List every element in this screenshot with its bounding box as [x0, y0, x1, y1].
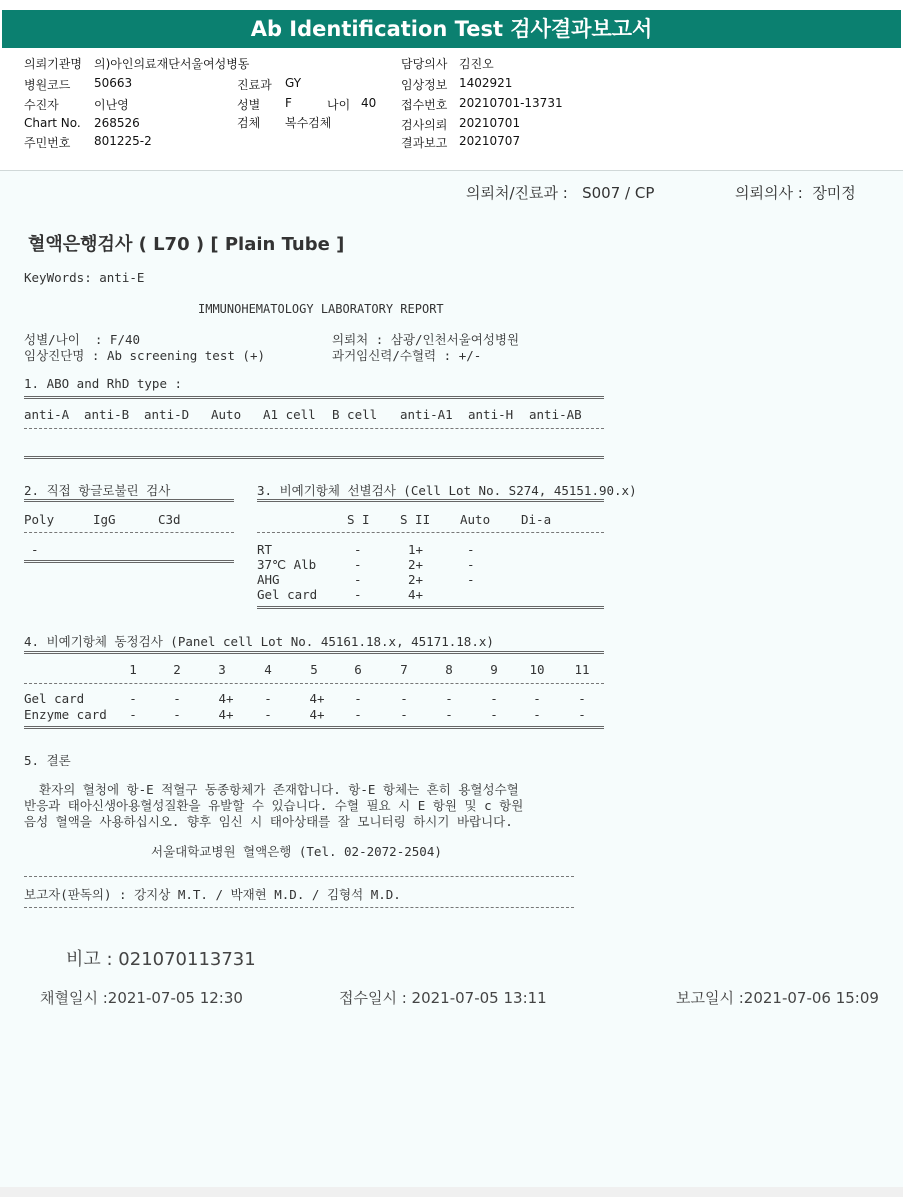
header-value: F: [285, 96, 292, 110]
dat-value: -: [31, 542, 39, 557]
requester-dept: 의뢰처/진료과 : S007 / CP: [466, 184, 655, 202]
divider: [24, 651, 604, 654]
panel-cell: -: [533, 691, 541, 706]
screen-row-label: AHG: [257, 572, 280, 587]
abo-column: A1 cell: [263, 407, 316, 422]
screen-column: Auto: [460, 512, 491, 527]
report-body: [0, 171, 903, 1187]
requester-doctor: 의뢰의사 : 장미정: [735, 184, 856, 202]
panel-column: 1: [129, 662, 137, 677]
panel-column: 5: [310, 662, 318, 677]
panel-cell: -: [490, 691, 498, 706]
header-label: 병원코드: [24, 78, 71, 92]
screen-cell: -: [354, 542, 362, 557]
divider: [24, 726, 604, 729]
header-label: 검체: [237, 116, 261, 130]
screen-cell: -: [354, 557, 362, 572]
screen-cell: -: [467, 542, 475, 557]
section3-title: 3. 비예기항체 선별검사 (Cell Lot No. S274, 45151.90.x): [257, 483, 637, 498]
section5-title: 5. 결론: [24, 753, 71, 768]
panel-row-label: Gel card: [24, 691, 85, 706]
divider: [24, 396, 604, 399]
divider: [24, 683, 604, 684]
abo-column: anti-B: [84, 407, 130, 422]
history: 과거임신력/수혈력 : +/-: [332, 348, 482, 363]
abo-column: anti-D: [144, 407, 190, 422]
header-value: 20210701: [459, 116, 521, 130]
header-value: 801225-2: [94, 134, 152, 148]
header-value: 40: [361, 96, 377, 110]
screen-column: S I: [347, 512, 370, 527]
panel-cell: 4+: [309, 691, 325, 706]
panel-cell: -: [400, 707, 408, 722]
panel-row-label: Enzyme card: [24, 707, 107, 722]
divider: [24, 560, 234, 563]
panel-cell: -: [129, 707, 137, 722]
divider: [257, 499, 604, 502]
abo-column: B cell: [332, 407, 378, 422]
panel-cell: -: [129, 691, 137, 706]
header-value: 의)아인의료재단서울여성병동: [94, 57, 250, 71]
panel-cell: -: [173, 691, 181, 706]
divider: [24, 907, 574, 908]
report-title-bar: Ab Identification Test 검사결과보고서: [2, 10, 901, 48]
panel-cell: -: [264, 707, 272, 722]
report-heading: 혈액은행검사 ( L70 ) [ Plain Tube ]: [28, 234, 345, 255]
conclusion-line: 음성 혈액을 사용하십시오. 향후 임신 시 태아상태를 잘 모니터링 하시기 바랍니다.: [24, 814, 513, 829]
header-value: 50663: [94, 76, 133, 90]
reporter: 보고자(판독의) : 강지상 M.T. / 박재현 M.D. / 김형석 M.D.: [24, 887, 401, 902]
abo-column: Auto: [211, 407, 242, 422]
collected-time: 채혈일시 :2021-07-05 12:30: [40, 989, 243, 1007]
divider: [24, 428, 604, 429]
header-label: 결과보고: [401, 136, 448, 150]
screen-column: Di-a: [521, 512, 552, 527]
header-label: 담당의사: [401, 57, 448, 71]
blood-bank-contact: 서울대학교병원 혈액은행 (Tel. 02-2072-2504): [151, 844, 442, 859]
screen-row-label: RT: [257, 542, 273, 557]
screen-cell: 1+: [408, 542, 424, 557]
panel-cell: -: [264, 691, 272, 706]
screen-cell: -: [354, 587, 362, 602]
divider: [257, 606, 604, 609]
remark: 비고 : 021070113731: [66, 949, 256, 970]
header-value: 복수검체: [285, 116, 332, 130]
panel-column: 9: [490, 662, 498, 677]
header-label: 나이: [327, 98, 351, 112]
header-value: 이난영: [94, 98, 129, 112]
panel-column: 4: [264, 662, 272, 677]
header-value: 김진오: [459, 57, 494, 71]
panel-cell: -: [354, 691, 362, 706]
panel-cell: -: [533, 707, 541, 722]
dat-column: IgG: [93, 512, 116, 527]
screen-cell: 2+: [408, 572, 424, 587]
panel-column: 6: [354, 662, 362, 677]
divider: [24, 876, 574, 877]
header-value: GY: [285, 76, 302, 90]
header-label: 임상정보: [401, 78, 448, 92]
received-time: 접수일시 : 2021-07-05 13:11: [339, 989, 547, 1007]
header-label: 의뢰기관명: [24, 57, 82, 71]
section1-title: 1. ABO and RhD type :: [24, 376, 183, 391]
panel-cell: -: [400, 691, 408, 706]
section2-title: 2. 직접 항글로불린 검사: [24, 483, 171, 498]
lab-report-title: IMMUNOHEMATOLOGY LABORATORY REPORT: [198, 302, 444, 316]
panel-cell: -: [578, 707, 586, 722]
screen-row-label: 37℃ Alb: [257, 557, 317, 572]
abo-column: anti-AB: [529, 407, 582, 422]
panel-cell: -: [354, 707, 362, 722]
header-label: 진료과: [237, 78, 272, 92]
sex-age: 성별/나이 : F/40: [24, 332, 141, 347]
keywords: KeyWords: anti-E: [24, 270, 145, 285]
panel-cell: -: [173, 707, 181, 722]
divider: [24, 532, 234, 533]
screen-column: S II: [400, 512, 431, 527]
panel-column: 8: [445, 662, 453, 677]
divider: [24, 499, 234, 502]
abo-column: anti-H: [468, 407, 514, 422]
header-label: 검사의뢰: [401, 118, 448, 132]
bottom-strip: [0, 1187, 903, 1197]
referral: 의뢰처 : 삼광/인천서울여성병원: [332, 332, 520, 347]
header-value: 1402921: [459, 76, 513, 90]
panel-cell: 4+: [218, 707, 234, 722]
panel-cell: 4+: [309, 707, 325, 722]
header-label: 접수번호: [401, 98, 448, 112]
screen-cell: -: [467, 557, 475, 572]
screen-row-label: Gel card: [257, 587, 318, 602]
panel-column: 10: [529, 662, 545, 677]
diagnosis: 임상진단명 : Ab screening test (+): [24, 348, 265, 363]
header-value: 20210701-13731: [459, 96, 563, 110]
screen-cell: 4+: [408, 587, 424, 602]
panel-cell: -: [578, 691, 586, 706]
section4-title: 4. 비예기항체 동정검사 (Panel cell Lot No. 45161.18.x, 45171.18.x): [24, 634, 494, 649]
conclusion-line: 반응과 태아신생아용혈성질환을 유발할 수 있습니다. 수혈 필요 시 E 항원 및 c 항원: [24, 798, 524, 813]
screen-cell: -: [467, 572, 475, 587]
panel-cell: -: [445, 707, 453, 722]
divider: [257, 532, 604, 533]
abo-column: anti-A1: [400, 407, 453, 422]
dat-column: C3d: [158, 512, 181, 527]
panel-column: 7: [400, 662, 408, 677]
screen-cell: 2+: [408, 557, 424, 572]
header-label: Chart No.: [24, 116, 81, 130]
panel-column: 2: [173, 662, 181, 677]
header-value: 20210707: [459, 134, 521, 148]
header-label: 수진자: [24, 98, 59, 112]
panel-cell: -: [445, 691, 453, 706]
panel-column: 3: [218, 662, 226, 677]
dat-column: Poly: [24, 512, 55, 527]
panel-column: 11: [574, 662, 590, 677]
reported-time: 보고일시 :2021-07-06 15:09: [676, 989, 879, 1007]
screen-cell: -: [354, 572, 362, 587]
conclusion-line: 환자의 혈청에 항-E 적혈구 동종항체가 존재합니다. 항-E 항체는 흔히 용혈성수혈: [24, 782, 519, 797]
panel-cell: -: [490, 707, 498, 722]
header-label: 성별: [237, 98, 261, 112]
divider: [24, 456, 604, 459]
abo-column: anti-A: [24, 407, 70, 422]
header-value: 268526: [94, 116, 140, 130]
header-label: 주민번호: [24, 136, 71, 150]
panel-cell: 4+: [218, 691, 234, 706]
